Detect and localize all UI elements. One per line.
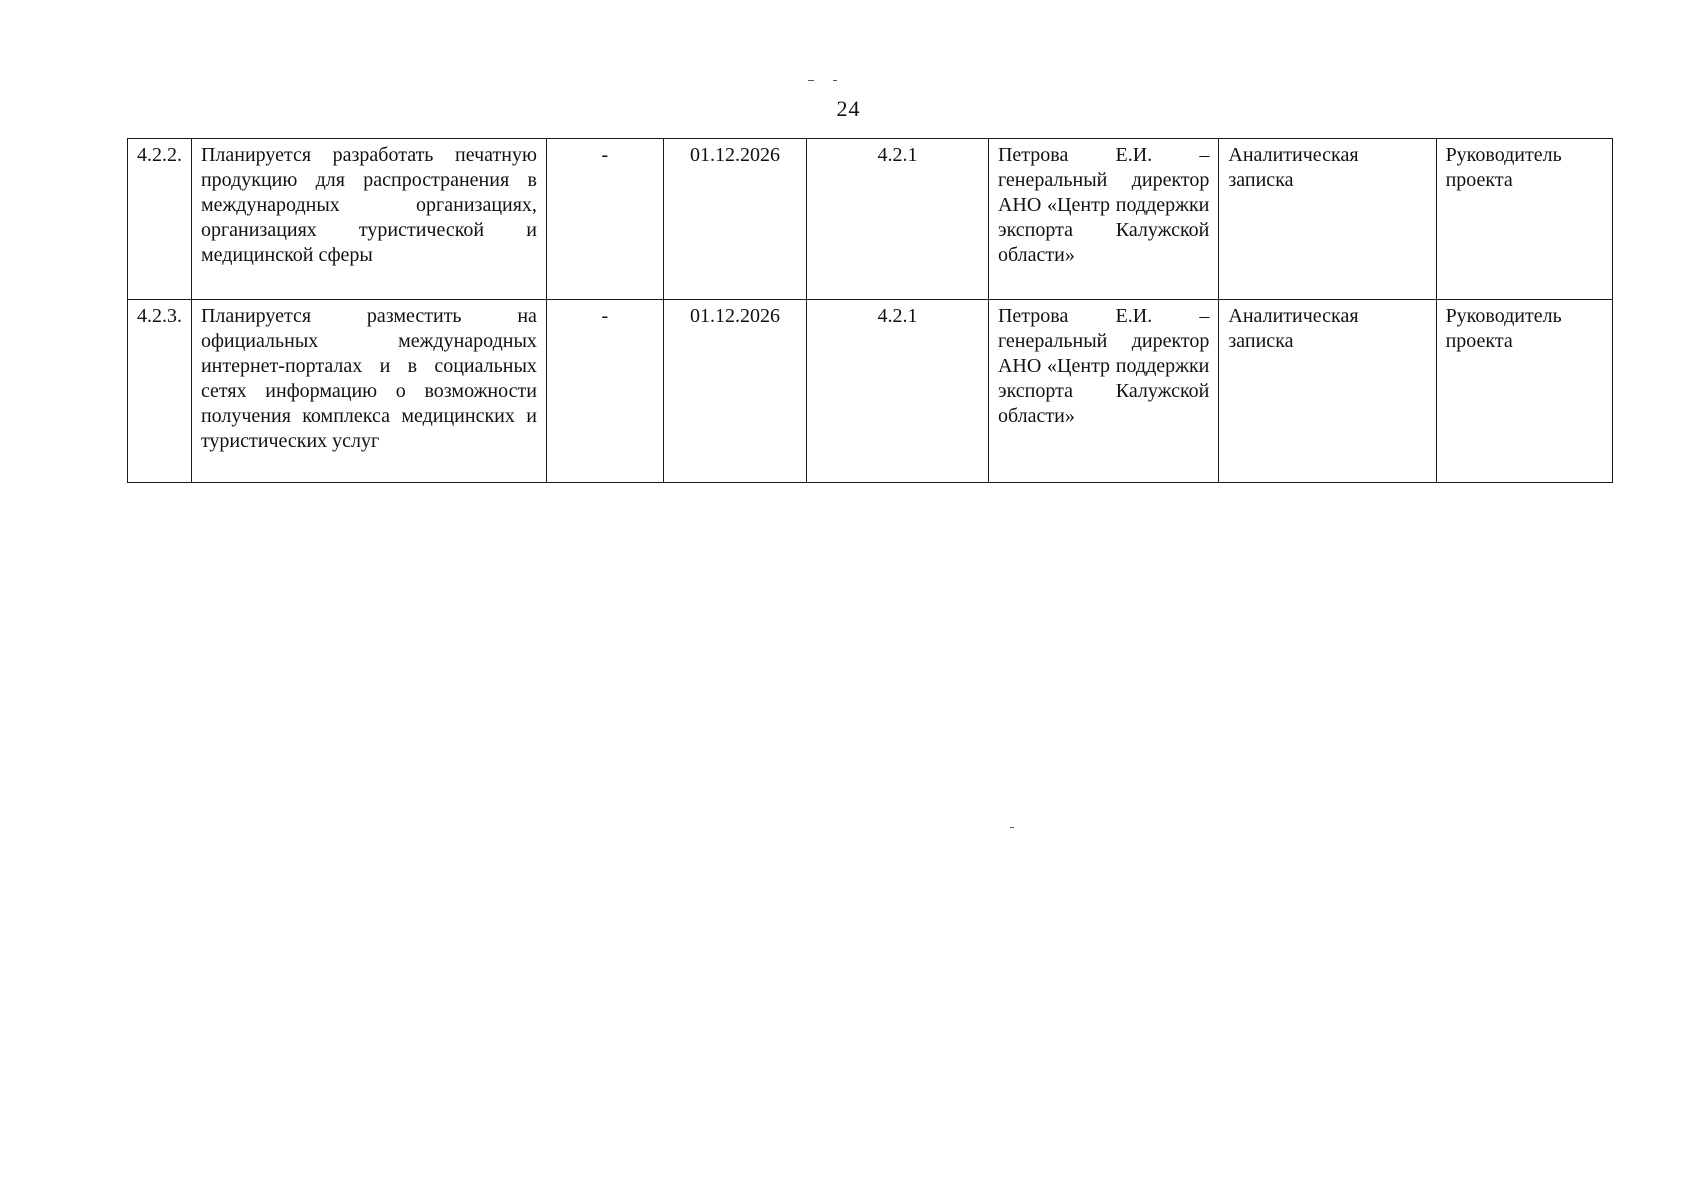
responsible-person: Петрова Е.И. – генеральный директор АНО «Центр поддержки экспорта Калужской области» [988, 300, 1218, 483]
item-description: Планируется разработать печатную продукцию для распространения в международных организациях, организациях туристической и медицинской сферы [191, 139, 546, 300]
responsible-person: Петрова Е.И. – генеральный директор АНО «Центр поддержки экспорта Калужской области» [988, 139, 1218, 300]
dependency: 4.2.1 [807, 139, 989, 300]
scan-mark [808, 80, 814, 81]
item-number: 4.2.3. [128, 300, 192, 483]
table-row [128, 300, 1613, 483]
control-level: Руководитель проекта [1436, 300, 1612, 483]
result-type: Аналитическая записка [1219, 300, 1436, 483]
control-level: Руководитель проекта [1436, 139, 1612, 300]
page-number: 24 [836, 96, 861, 121]
plan-table [127, 138, 1613, 483]
end-date: 01.12.2026 [663, 300, 806, 483]
start-date: - [546, 139, 663, 300]
scan-mark [1010, 827, 1014, 828]
start-date: - [546, 300, 663, 483]
item-number: 4.2.2. [128, 139, 192, 300]
result-type: Аналитическая записка [1219, 139, 1436, 300]
dependency: 4.2.1 [807, 300, 989, 483]
end-date: 01.12.2026 [663, 139, 806, 300]
scan-mark [833, 80, 837, 81]
item-description: Планируется разместить на официальных международных интернет-порталах и в социальных сетях информацию о возможности получения комплекса медицинских и туристических услуг [191, 300, 546, 483]
table-row [128, 139, 1613, 300]
